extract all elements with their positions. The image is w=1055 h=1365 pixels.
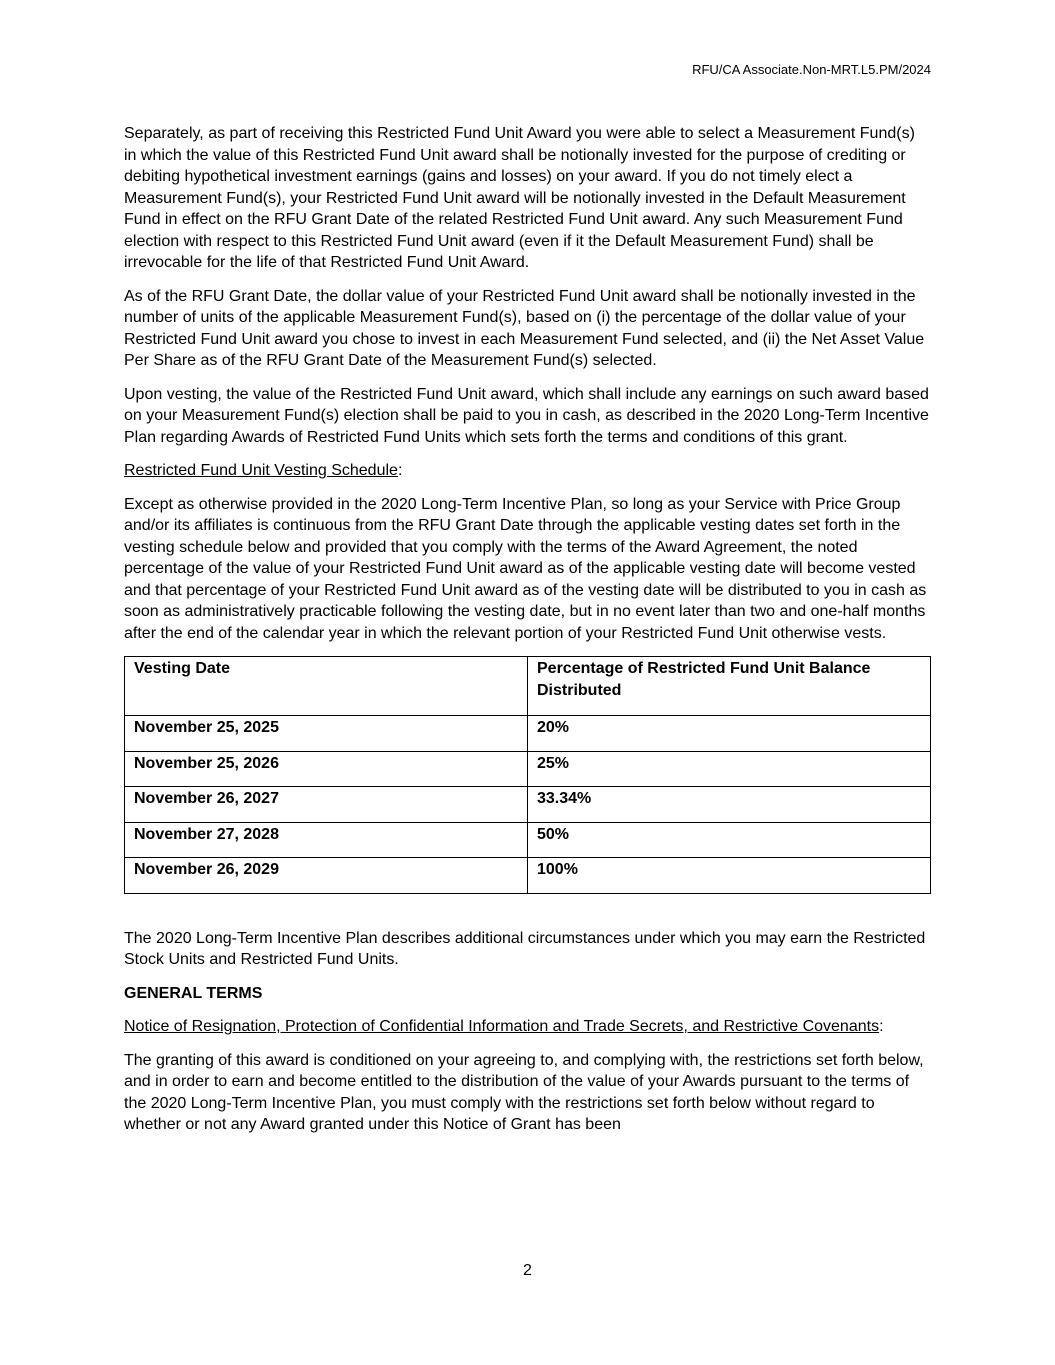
page-number: 2 xyxy=(523,1262,532,1279)
percentage-cell: 50% xyxy=(528,822,931,858)
column-header-vesting-date: Vesting Date xyxy=(125,657,528,716)
vesting-schedule-heading-text: Restricted Fund Unit Vesting Schedule xyxy=(124,462,398,479)
page-body xyxy=(124,123,931,1148)
vesting-date-cell: November 26, 2029 xyxy=(125,858,528,894)
table-row xyxy=(125,716,931,752)
table-row xyxy=(125,751,931,787)
paragraph-measurement-fund-selection: Separately, as part of receiving this Restricted Fund Unit Award you were able to select a Measurement Fund(s) in which the value of this Restricted Fund Unit award shall be notionally invested for the purpose of crediting or debiting hypothetical investment earnings (gains and losses) on your award. If you do not timely elect a Measurement Fund(s), your Restricted Fund Unit award will be notionally invested in the Default Measurement Fund in effect on the RFU Grant Date of the related Restricted Fund Unit award. Any such Measurement Fund election with respect to this Restricted Fund Unit award (even if it the Default Measurement Fund) shall be irrevocable for the life of that Restricted Fund Unit Award. xyxy=(124,125,915,271)
paragraph-notional-investment: As of the RFU Grant Date, the dollar value of your Restricted Fund Unit award shall be notionally invested in the number of units of the applicable Measurement Fund(s), based on (i) the percentage of the dollar value of your Restricted Fund Unit award you chose to invest in each Measurement Fund selected, and (ii) the Net Asset Value Per Share as of the RFU Grant Date of the Measurement Fund(s) selected. xyxy=(124,287,925,369)
general-terms-heading: GENERAL TERMS xyxy=(124,984,263,1002)
notice-of-resignation-heading-text: Notice of Resignation, Protection of Confidential Information and Trade Secrets, and Restrictive Covenants xyxy=(124,1018,880,1035)
table-row xyxy=(125,822,931,858)
vesting-date-cell: November 25, 2026 xyxy=(125,751,528,787)
vesting-date-cell: November 27, 2028 xyxy=(125,822,528,858)
paragraph-vesting-conditions: Except as otherwise provided in the 2020 Long-Term Incentive Plan, so long as your Service with Price Group and/or its affiliates is continuous from the RFU Grant Date through the applicable vesting dates set forth in the vesting schedule below and provided that you comply with the terms of the Award Agreement, the noted percentage of the value of your Restricted Fund Unit award as of the applicable vesting date will become vested and that percentage of your Restricted Fund Unit award as of the vesting date will be distributed to you in cash as soon as administratively practicable following the vesting date, but in no event later than two and one-half months after the end of the calendar year in which the relevant portion of your Restricted Fund Unit otherwise vests. xyxy=(124,495,927,642)
table-row xyxy=(125,787,931,823)
vesting-schedule-table xyxy=(124,656,931,894)
percentage-cell: 20% xyxy=(528,716,931,752)
vesting-date-cell: November 26, 2027 xyxy=(125,787,528,823)
column-header-percentage: Percentage of Restricted Fund Unit Balance Distributed xyxy=(528,657,931,716)
percentage-cell: 25% xyxy=(528,751,931,787)
percentage-cell: 100% xyxy=(528,858,931,894)
vesting-date-cell: November 25, 2025 xyxy=(125,716,528,752)
vesting-schedule-heading-colon: : xyxy=(397,462,403,479)
paragraph-additional-circumstances: The 2020 Long-Term Incentive Plan describes additional circumstances under which you may earn the Restricted Stock Units and Restricted Fund Units. xyxy=(124,929,926,968)
table-row xyxy=(125,858,931,894)
vesting-schedule-heading xyxy=(124,460,931,482)
paragraph-award-conditions: The granting of this award is conditioned on your agreeing to, and complying with, the restrictions set forth below, and in order to earn and become entitled to the distribution of the value of your Awards pursuant to the terms of the 2020 Long-Term Incentive Plan, you must comply with the restrictions set forth below without regard to whether or not any Award granted under this Notice of Grant has been xyxy=(124,1051,924,1133)
percentage-cell: 33.34% xyxy=(528,787,931,823)
notice-of-resignation-heading-colon: : xyxy=(879,1018,884,1035)
table-header-row xyxy=(125,657,931,716)
document-code-header: RFU/CA Associate.Non-MRT.L5.PM/2024 xyxy=(692,62,931,77)
paragraph-vesting-payment: Upon vesting, the value of the Restricted Fund Unit award, which shall include any earnings on such award based on your Measurement Fund(s) election shall be paid to you in cash, as described in the 2020 Long-Term Incentive Plan regarding Awards of Restricted Fund Units which sets forth the terms and conditions of this grant. xyxy=(124,385,929,446)
notice-of-resignation-heading xyxy=(124,1016,931,1038)
